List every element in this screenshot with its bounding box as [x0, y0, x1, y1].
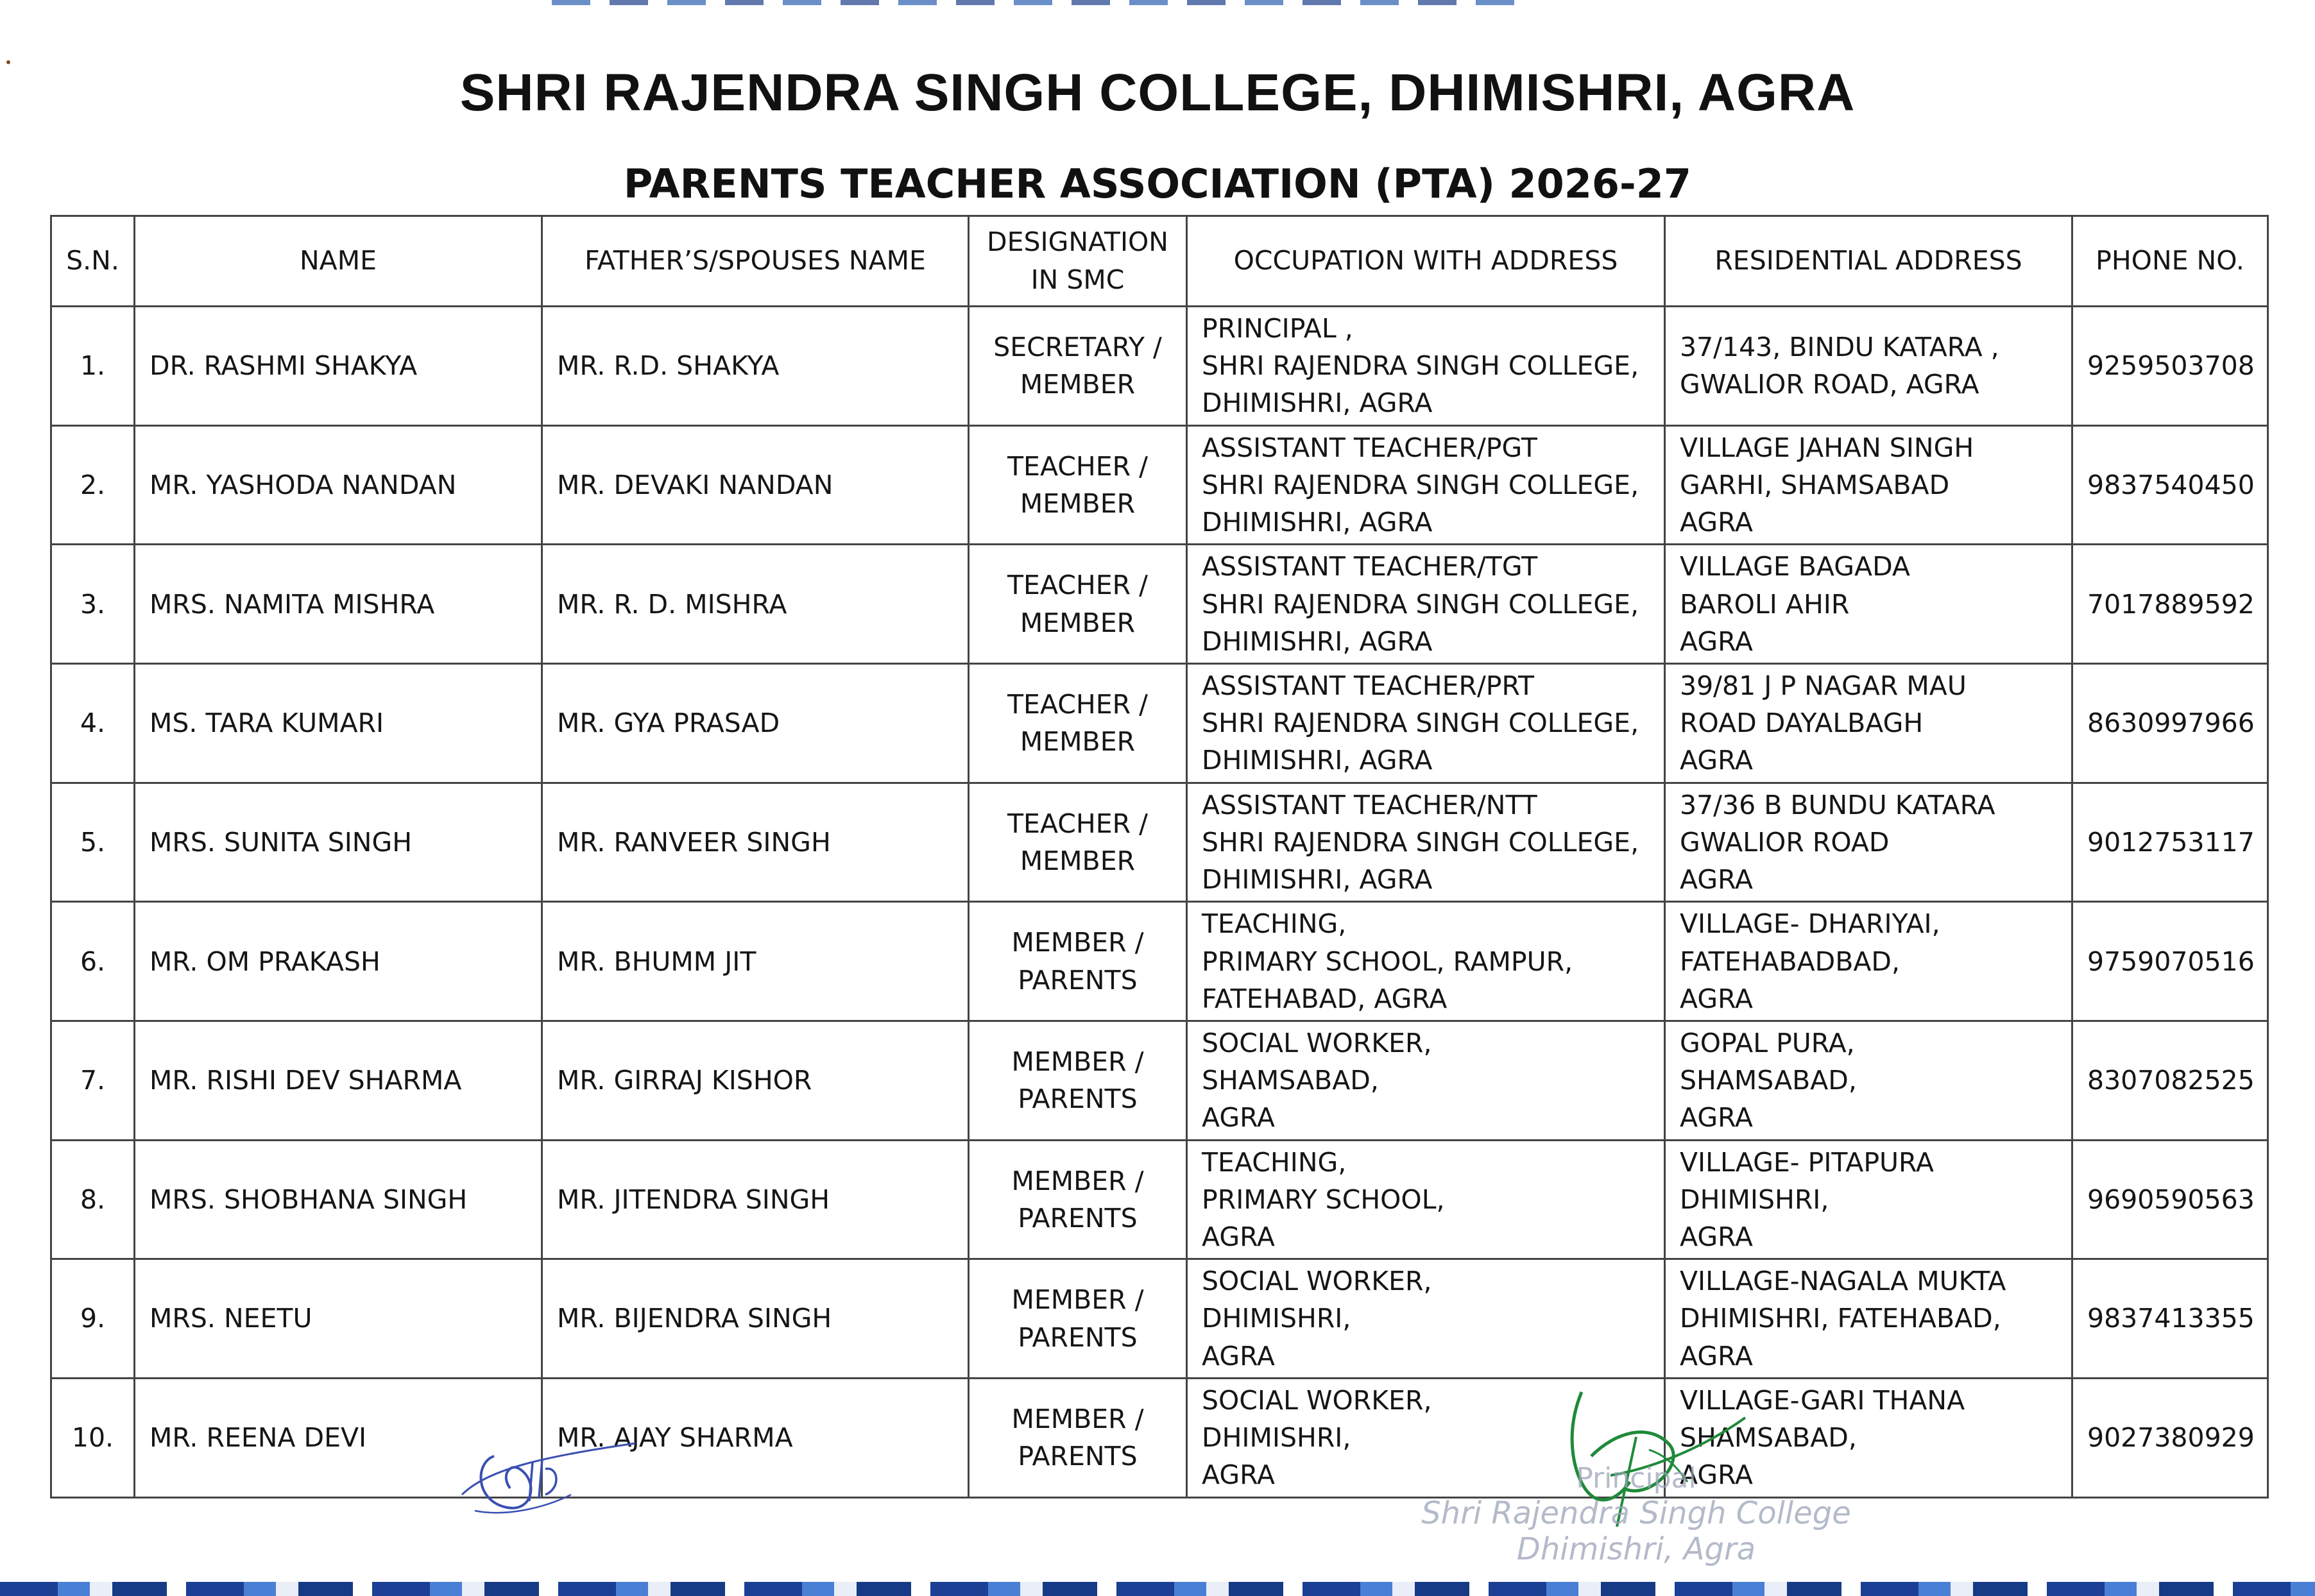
father-spouse-name-cell: MR. JITENDRA SINGH: [542, 1140, 969, 1259]
occupation-address-cell-line: ASSISTANT TEACHER/PRT: [1202, 670, 1535, 701]
table-header-row: [51, 216, 2268, 307]
designation-cell-line: MEMBER /: [1011, 1165, 1144, 1196]
member-name-cell: MS. TARA KUMARI: [135, 663, 542, 783]
occupation-address-cell-line: AGRA: [1202, 1102, 1275, 1133]
stamp-line-college: Shri Rajendra Singh College: [1421, 1495, 1851, 1531]
residential-address-cell-line: AGRA: [1680, 1459, 1753, 1491]
residential-address-cell-line: SHAMSABAD,: [1680, 1422, 1857, 1454]
designation-cell-line: TEACHER /: [1007, 808, 1148, 839]
designation-cell-line: MEMBER: [1020, 488, 1136, 519]
occupation-address-cell-line: DHIMISHRI, AGRA: [1202, 745, 1433, 776]
serial-number-cell: 9.: [51, 1259, 135, 1379]
member-name-cell: MR. REENA DEVI: [135, 1378, 542, 1497]
designation-cell: [969, 545, 1187, 664]
residential-address-cell-line: GWALIOR ROAD, AGRA: [1680, 369, 1979, 400]
phone-number-cell: 7017889592: [2072, 545, 2268, 664]
residential-address-cell-line: AGRA: [1680, 745, 1753, 776]
designation-cell: [969, 902, 1187, 1021]
designation-cell-line: MEMBER /: [1011, 1404, 1144, 1435]
occupation-address-cell: [1187, 783, 1665, 902]
residential-address-cell-line: AGRA: [1680, 1102, 1753, 1133]
serial-number-cell: 2.: [51, 425, 135, 545]
table-row: [51, 425, 2268, 545]
table-row: [51, 1378, 2268, 1497]
residential-address-cell: [1665, 545, 2072, 664]
designation-cell-line: PARENTS: [1018, 1321, 1138, 1353]
occupation-address-cell-line: DHIMISHRI,: [1202, 1303, 1351, 1334]
residential-address-cell-line: AGRA: [1680, 983, 1753, 1014]
designation-cell-line: PARENTS: [1018, 1441, 1138, 1472]
phone-number-cell: 9027380929: [2072, 1378, 2268, 1497]
residential-address-cell: [1665, 783, 2072, 902]
fabric-edge-top: [552, 0, 1514, 5]
occupation-address-cell-line: AGRA: [1202, 1459, 1275, 1491]
residential-address-cell-line: ROAD DAYALBAGH: [1680, 708, 1924, 739]
member-name-cell: MRS. SUNITA SINGH: [135, 783, 542, 902]
designation-cell-line: MEMBER: [1020, 369, 1136, 400]
designation-cell-line: SECRETARY /: [993, 332, 1162, 363]
designation-cell: [969, 307, 1187, 426]
residential-address-cell-line: DHIMISHRI,: [1680, 1184, 1829, 1215]
college-title: SHRI RAJENDRA SINGH COLLEGE, DHIMISHRI, AGRA: [459, 64, 1856, 122]
occupation-address-cell-line: ASSISTANT TEACHER/NTT: [1202, 789, 1537, 820]
designation-cell-line: MEMBER /: [1011, 1046, 1144, 1078]
designation-cell-line: MEMBER: [1020, 607, 1136, 638]
occupation-address-cell-line: SOCIAL WORKER,: [1202, 1384, 1432, 1416]
father-spouse-name-cell: MR. GYA PRASAD: [542, 663, 969, 783]
member-name-cell: MRS. NAMITA MISHRA: [135, 545, 542, 664]
table-row: [51, 1259, 2268, 1379]
father-spouse-name-cell: MR. R.D. SHAKYA: [542, 307, 969, 426]
serial-number-cell: 1.: [51, 307, 135, 426]
residential-address-cell-line: VILLAGE BAGADA: [1680, 551, 1910, 582]
phone-number-cell: 9837540450: [2072, 425, 2268, 545]
residential-address-cell: [1665, 307, 2072, 426]
occupation-address-cell-line: TEACHING,: [1202, 908, 1347, 940]
designation-cell-line: PARENTS: [1018, 1083, 1138, 1115]
designation-cell: [969, 1259, 1187, 1379]
occupation-address-cell: [1187, 545, 1665, 664]
phone-number-cell: 9759070516: [2072, 902, 2268, 1021]
occupation-address-cell-line: SHRI RAJENDRA SINGH COLLEGE,: [1202, 350, 1639, 382]
stamp-line-place: Dhimishri, Agra: [1516, 1531, 1756, 1568]
residential-address-cell: [1665, 1021, 2072, 1140]
designation-cell-line: TEACHER /: [1007, 450, 1148, 482]
header-occupation: OCCUPATION WITH ADDRESS: [1187, 216, 1665, 307]
residential-address-cell-line: FATEHABADBAD,: [1680, 946, 1901, 977]
residential-address-cell: [1665, 425, 2072, 545]
header-designation-line: IN SMC: [1030, 264, 1125, 295]
occupation-address-cell-line: SHRI RAJENDRA SINGH COLLEGE,: [1202, 469, 1639, 500]
table-row: [51, 783, 2268, 902]
residential-address-cell-line: GARHI, SHAMSABAD: [1680, 469, 1950, 500]
designation-cell-line: TEACHER /: [1007, 689, 1148, 720]
residential-address-cell-line: GOPAL PURA,: [1680, 1027, 1855, 1058]
designation-cell: [969, 1378, 1187, 1497]
occupation-address-cell-line: SHAMSABAD,: [1202, 1065, 1379, 1096]
father-spouse-name-cell: MR. RANVEER SINGH: [542, 783, 969, 902]
pta-members-table: [50, 215, 2269, 1498]
father-spouse-name-cell: MR. BIJENDRA SINGH: [542, 1259, 969, 1379]
table-row: [51, 1140, 2268, 1259]
father-spouse-name-cell: MR. BHUMM JIT: [542, 902, 969, 1021]
occupation-address-cell-line: PRINCIPAL ,: [1202, 313, 1353, 344]
phone-number-cell: 9837413355: [2072, 1259, 2268, 1379]
residential-address-cell-line: VILLAGE- DHARIYAI,: [1680, 908, 1940, 940]
designation-cell-line: TEACHER /: [1007, 570, 1148, 601]
occupation-address-cell-line: DHIMISHRI, AGRA: [1202, 387, 1433, 419]
occupation-address-cell-line: AGRA: [1202, 1340, 1275, 1371]
occupation-address-cell-line: PRIMARY SCHOOL,: [1202, 1184, 1445, 1215]
residential-address-cell-line: VILLAGE JAHAN SINGH: [1680, 432, 1974, 463]
header-father-spouse-name: FATHER’S/SPOUSES NAME: [542, 216, 969, 307]
table-row: [51, 1021, 2268, 1140]
occupation-address-cell-line: SHRI RAJENDRA SINGH COLLEGE,: [1202, 826, 1639, 858]
serial-number-cell: 6.: [51, 902, 135, 1021]
header-designation-line: DESIGNATION: [987, 226, 1168, 257]
residential-address-cell-line: VILLAGE- PITAPURA: [1680, 1146, 1934, 1178]
occupation-address-cell-line: AGRA: [1202, 1221, 1275, 1253]
residential-address-cell: [1665, 663, 2072, 783]
serial-number-cell: 7.: [51, 1021, 135, 1140]
phone-number-cell: 8307082525: [2072, 1021, 2268, 1140]
father-spouse-name-cell: MR. AJAY SHARMA: [542, 1378, 969, 1497]
residential-address-cell-line: AGRA: [1680, 1340, 1753, 1371]
designation-cell-line: MEMBER: [1020, 726, 1136, 758]
designation-cell: [969, 1021, 1187, 1140]
occupation-address-cell-line: SOCIAL WORKER,: [1202, 1266, 1432, 1297]
member-name-cell: MRS. NEETU: [135, 1259, 542, 1379]
designation-cell-line: MEMBER /: [1011, 1284, 1144, 1316]
header-name: NAME: [135, 216, 542, 307]
father-spouse-name-cell: MR. GIRRAJ KISHOR: [542, 1021, 969, 1140]
residential-address-cell-line: 39/81 J P NAGAR MAU: [1680, 670, 1967, 701]
designation-cell: [969, 663, 1187, 783]
phone-number-cell: 8630997966: [2072, 663, 2268, 783]
residential-address-cell-line: GWALIOR ROAD: [1680, 826, 1890, 858]
residential-address-cell-line: 37/36 B BUNDU KATARA: [1680, 789, 1995, 820]
residential-address-cell: [1665, 1140, 2072, 1259]
residential-address-cell: [1665, 1259, 2072, 1379]
header-sn: S.N.: [51, 216, 135, 307]
serial-number-cell: 5.: [51, 783, 135, 902]
designation-cell-line: MEMBER: [1020, 845, 1136, 876]
occupation-address-cell-line: SHRI RAJENDRA SINGH COLLEGE,: [1202, 588, 1639, 620]
member-name-cell: MRS. SHOBHANA SINGH: [135, 1140, 542, 1259]
residential-address-cell-line: AGRA: [1680, 1221, 1753, 1253]
header-phone: PHONE NO.: [2072, 216, 2268, 307]
table-row: [51, 307, 2268, 426]
signature-left: [449, 1430, 654, 1527]
residential-address-cell-line: DHIMISHRI, FATEHABAD,: [1680, 1303, 2001, 1334]
designation-cell: [969, 1140, 1187, 1259]
occupation-address-cell-line: ASSISTANT TEACHER/PGT: [1202, 432, 1537, 463]
designation-cell-line: MEMBER /: [1011, 927, 1144, 958]
father-spouse-name-cell: MR. R. D. MISHRA: [542, 545, 969, 664]
member-name-cell: MR. YASHODA NANDAN: [135, 425, 542, 545]
occupation-address-cell-line: DHIMISHRI, AGRA: [1202, 625, 1433, 657]
residential-address-cell-line: AGRA: [1680, 625, 1753, 657]
residential-address-cell-line: AGRA: [1680, 507, 1753, 538]
phone-number-cell: 9012753117: [2072, 783, 2268, 902]
residential-address-cell-line: AGRA: [1680, 864, 1753, 896]
table-body: [51, 307, 2268, 1498]
table-row: [51, 545, 2268, 664]
residential-address-cell-line: VILLAGE-GARI THANA: [1680, 1384, 1965, 1416]
member-name-cell: MR. RISHI DEV SHARMA: [135, 1021, 542, 1140]
header-residential-address: RESIDENTIAL ADDRESS: [1665, 216, 2072, 307]
designation-cell: [969, 783, 1187, 902]
member-name-cell: DR. RASHMI SHAKYA: [135, 307, 542, 426]
father-spouse-name-cell: MR. DEVAKI NANDAN: [542, 425, 969, 545]
phone-number-cell: 9259503708: [2072, 307, 2268, 426]
designation-cell-line: PARENTS: [1018, 1202, 1138, 1234]
residential-address-cell-line: BAROLI AHIR: [1680, 588, 1850, 620]
serial-number-cell: 4.: [51, 663, 135, 783]
serial-number-cell: 8.: [51, 1140, 135, 1259]
designation-cell: [969, 425, 1187, 545]
occupation-address-cell-line: ASSISTANT TEACHER/TGT: [1202, 551, 1538, 582]
occupation-address-cell-line: DHIMISHRI,: [1202, 1422, 1351, 1454]
serial-number-cell: 3.: [51, 545, 135, 664]
member-name-cell: MR. OM PRAKASH: [135, 902, 542, 1021]
occupation-address-cell: [1187, 663, 1665, 783]
stamp-line-principal: Principal: [1576, 1462, 1696, 1495]
header-designation: [969, 216, 1187, 307]
occupation-address-cell-line: DHIMISHRI, AGRA: [1202, 507, 1433, 538]
occupation-address-cell: [1187, 307, 1665, 426]
principal-stamp: [1380, 1463, 1893, 1567]
occupation-address-cell-line: FATEHABAD, AGRA: [1202, 983, 1448, 1014]
occupation-address-cell: [1187, 1021, 1665, 1140]
occupation-address-cell: [1187, 1259, 1665, 1379]
occupation-address-cell-line: SOCIAL WORKER,: [1202, 1027, 1432, 1058]
occupation-address-cell-line: DHIMISHRI, AGRA: [1202, 864, 1433, 896]
table-row: [51, 902, 2268, 1021]
occupation-address-cell: [1187, 902, 1665, 1021]
occupation-address-cell-line: TEACHING,: [1202, 1146, 1347, 1178]
residential-address-cell: [1665, 902, 2072, 1021]
residential-address-cell-line: VILLAGE-NAGALA MUKTA: [1680, 1266, 2006, 1297]
occupation-address-cell-line: SHRI RAJENDRA SINGH COLLEGE,: [1202, 708, 1639, 739]
fabric-edge-bottom: [0, 1582, 2315, 1596]
designation-cell-line: PARENTS: [1018, 964, 1138, 996]
table-row: [51, 663, 2268, 783]
occupation-address-cell: [1187, 425, 1665, 545]
residential-address-cell-line: 37/143, BINDU KATARA ,: [1680, 332, 1999, 363]
occupation-address-cell: [1187, 1140, 1665, 1259]
phone-number-cell: 9690590563: [2072, 1140, 2268, 1259]
serial-number-cell: 10.: [51, 1378, 135, 1497]
occupation-address-cell-line: PRIMARY SCHOOL, RAMPUR,: [1202, 946, 1573, 977]
pta-subtitle: PARENTS TEACHER ASSOCIATION (PTA) 2026-27: [623, 160, 1692, 207]
residential-address-cell-line: SHAMSABAD,: [1680, 1065, 1857, 1096]
